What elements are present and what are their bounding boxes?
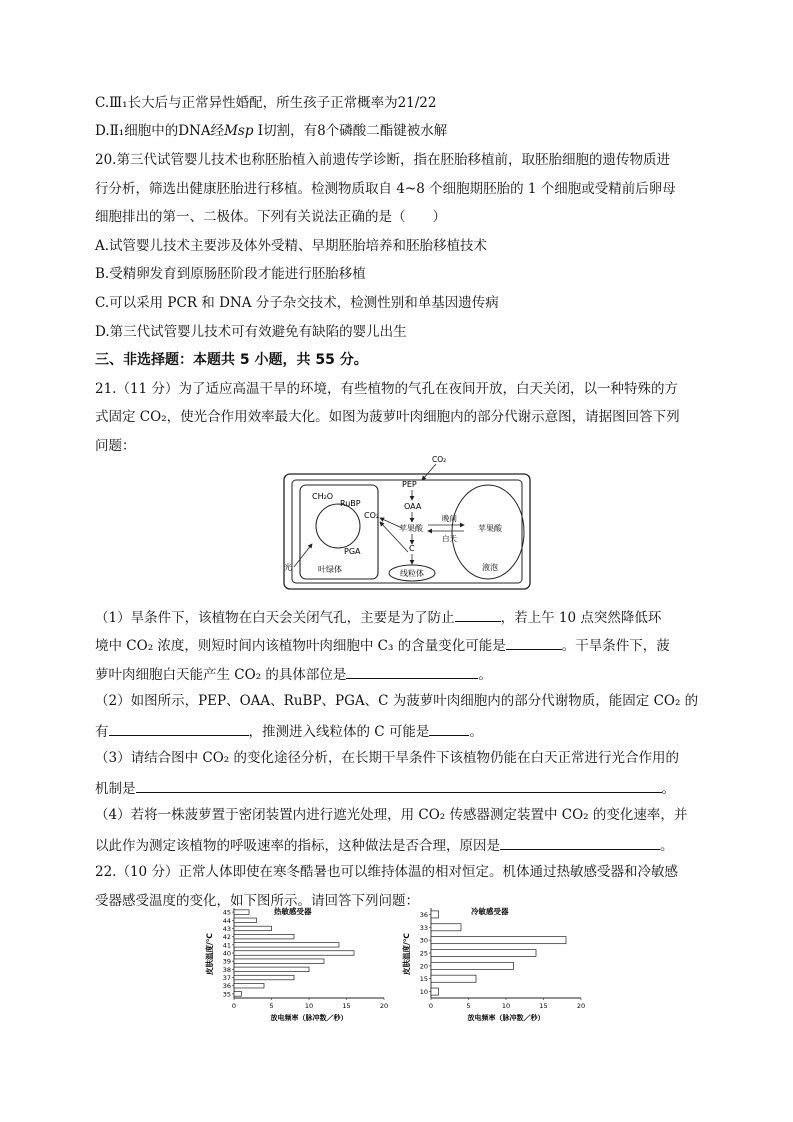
bar xyxy=(431,949,536,956)
answer-blank-3[interactable] xyxy=(346,664,478,679)
option-d-enzyme: Msp xyxy=(224,123,254,139)
q21-p2-line-2 xyxy=(95,721,715,741)
y-axis-label: 皮肤温度/℃ xyxy=(402,933,411,975)
q21-p1-text-c: 境中 CO₂ 浓度，则短时间内该植物叶肉细胞中 C₃ 的含量变化可能是 xyxy=(95,638,506,654)
bar xyxy=(234,967,309,972)
malate-cytoplasm-label: 苹果酸 xyxy=(399,524,423,533)
y-tick-label: 36 xyxy=(222,982,231,991)
q21-p2-text-c: 。 xyxy=(469,724,483,740)
vacuole-label: 液泡 xyxy=(482,563,498,572)
y-tick-label: 35 xyxy=(222,990,231,999)
x-tick-label: 15 xyxy=(342,1002,351,1010)
option-c: C.Ⅲ₁长大后与正常异性婚配，所生孩子正常概率为21/22 xyxy=(95,95,437,111)
cam-metabolism-diagram xyxy=(282,452,532,592)
option-d-prefix: D.Ⅱ₁细胞中的DNA经 xyxy=(95,123,225,139)
y-axis-label: 皮肤温度/℃ xyxy=(205,933,214,975)
q21-p3-line-2 xyxy=(95,778,715,798)
q21-p3-text-a: 机制是 xyxy=(95,781,136,797)
q20-option-d: D.第三代试管婴儿技术可有效避免有缺陷的婴儿出生 xyxy=(95,324,407,340)
mitochondrion-label: 线粒体 xyxy=(400,569,424,578)
rubp-label: RuBP xyxy=(340,499,361,508)
q20-line-2: 行分析，筛选出健康胚胎进行移植。检测物质取自 4~8 个细胞期胚胎的 1 个细胞或受精前后卵母 xyxy=(95,181,676,197)
bar xyxy=(431,962,514,969)
q21-p2-line-1: （2）如图所示，PEP、OAA、RuBP、PGA、C 为菠萝叶肉细胞内的部分代谢物质，能固定 CO₂ 的 xyxy=(95,693,699,709)
option-d-suffix: Ⅰ切割，有8个磷酸二酯键被水解 xyxy=(253,123,448,139)
answer-blank-1[interactable] xyxy=(455,607,501,622)
q20-option-a: A.试管婴儿技术主要涉及体外受精、早期胚胎培养和胚胎移植技术 xyxy=(95,238,488,254)
answer-blank-6[interactable] xyxy=(136,778,662,793)
chart-title: 冷敏感受器 xyxy=(471,907,509,916)
q21-p4-line-1: （4）若将一株菠萝置于密闭装置内进行遮光处理，用 CO₂ 传感器测定装置中 CO₂ 的变化速率，并 xyxy=(95,807,688,823)
bar xyxy=(234,951,354,956)
q21-p3-text-b: 。 xyxy=(661,781,675,797)
x-tick-label: 5 xyxy=(269,1002,274,1010)
bar xyxy=(234,959,324,964)
y-tick-label: 40 xyxy=(222,949,231,958)
chloroplast-label: 叶绿体 xyxy=(318,565,342,574)
q21-p2-text-b: ，推测进入线粒体的 C 可能是 xyxy=(248,724,430,740)
y-tick-label: 10 xyxy=(419,988,428,997)
q21-line-3: 问题： xyxy=(95,438,136,454)
y-tick-label: 42 xyxy=(222,933,231,942)
bar xyxy=(431,937,566,944)
c-label: C xyxy=(409,544,415,553)
pep-label: PEP xyxy=(402,480,417,489)
light-label: 光 xyxy=(284,563,292,572)
y-tick-label: 39 xyxy=(222,957,231,966)
ch2o-label: CH₂O xyxy=(312,492,334,501)
q21-p1-text-f: 。 xyxy=(478,667,492,683)
co2-chloroplast-label: CO₂ xyxy=(364,511,380,520)
bar xyxy=(431,911,439,918)
bar xyxy=(234,992,242,997)
y-tick-label: 36 xyxy=(419,910,428,919)
y-tick-label: 20 xyxy=(419,962,428,971)
x-tick-label: 10 xyxy=(501,1002,511,1010)
calvin-cycle xyxy=(316,504,360,548)
x-tick-label: 20 xyxy=(379,1002,389,1010)
y-tick-label: 43 xyxy=(222,924,231,933)
bar xyxy=(234,918,257,923)
x-axis-label: 放电频率（脉冲数／秒） xyxy=(270,1014,348,1022)
q22-line-2: 受器感受温度的变化，如下图所示。请回答下列问题： xyxy=(95,893,419,909)
bar xyxy=(431,988,439,995)
bar xyxy=(234,910,249,915)
x-tick-label: 10 xyxy=(304,1002,314,1010)
y-tick-label: 25 xyxy=(419,949,428,958)
q21-p3-line-1: （3）请结合图中 CO₂ 的变化途径分析，在长期干旱条件下该植物仍能在白天正常进行光合作用的 xyxy=(95,750,679,766)
q21-line-2: 式固定 CO₂，使光合作用效率最大化。如图为菠萝叶肉细胞内的部分代谢示意图，请据图回答下列 xyxy=(95,409,680,425)
q21-p4-text-a: 以此作为测定该植物的呼吸速率的指标，这种做法是否合理，原因是 xyxy=(95,838,500,854)
night-label: 晚间 xyxy=(442,514,457,523)
y-tick-label: 15 xyxy=(419,975,428,984)
q21-p2-text-a: 有 xyxy=(95,724,109,740)
x-tick-label: 0 xyxy=(428,1002,434,1010)
q21-p1-text-a: （1）旱条件下，该植物在白天会关闭气孔，主要是为了防止 xyxy=(95,610,455,626)
q21-p4-line-2 xyxy=(95,835,715,855)
q21-p1-line-2 xyxy=(95,635,715,655)
answer-blank-7[interactable] xyxy=(500,835,660,850)
answer-blank-2[interactable] xyxy=(506,635,562,650)
q20-line-1: 20.第三代试管婴儿技术也称胚胎植入前遗传学诊断，指在胚胎移植前，取胚胎细胞的遗传物质进 xyxy=(95,152,670,168)
bar xyxy=(234,983,264,988)
x-tick-label: 0 xyxy=(231,1002,237,1010)
y-tick-label: 37 xyxy=(222,974,231,983)
q21-line-1: 21.（11 分）为了适应高温干旱的环境，有些植物的气孔在夜间开放，白天关闭，以一种特殊的方 xyxy=(95,381,678,397)
q20-option-b: B.受精卵发育到原肠胚阶段才能进行胚胎移植 xyxy=(95,266,366,282)
y-tick-label: 45 xyxy=(222,908,231,917)
q20-line-3: 细胞排出的第一、二极体。下列有关说法正确的是（ ） xyxy=(95,209,446,225)
pga-label: PGA xyxy=(344,547,361,556)
bar xyxy=(431,975,476,982)
cold-receptor-chart xyxy=(393,900,589,1024)
bar xyxy=(234,975,294,980)
x-tick-label: 15 xyxy=(539,1002,548,1010)
x-tick-label: 5 xyxy=(466,1002,471,1010)
section-3-heading: 三、非选择题：本题共 5 小题，共 55 分。 xyxy=(95,352,368,368)
bar xyxy=(234,943,339,948)
chart-title: 热敏感受器 xyxy=(274,907,312,916)
bar xyxy=(234,934,294,939)
q22-line-1: 22.（10 分）正常人体即使在寒冬酷暑也可以维持体温的相对恒定。机体通过热敏感受器和冷敏感 xyxy=(95,864,678,880)
y-tick-label: 30 xyxy=(419,936,428,945)
y-tick-label: 33 xyxy=(419,923,428,932)
heat-receptor-chart xyxy=(196,900,392,1024)
bar xyxy=(431,924,461,931)
q21-p1-line-3 xyxy=(95,664,715,684)
q21-p4-text-b: 。 xyxy=(660,838,674,854)
x-axis-label: 放电频率（脉冲数／秒） xyxy=(467,1014,545,1022)
y-tick-label: 41 xyxy=(222,941,231,950)
answer-blank-4[interactable] xyxy=(109,721,249,736)
answer-blank-5[interactable] xyxy=(429,721,469,736)
option-d xyxy=(95,122,715,140)
oaa-label: OAA xyxy=(404,502,422,511)
bar xyxy=(234,926,272,931)
q21-p1-text-b: ，若上午 10 点突然降低环 xyxy=(500,610,662,626)
q21-p1-text-e: 萝叶肉细胞白天能产生 CO₂ 的具体部位是 xyxy=(95,667,347,683)
day-label: 白天 xyxy=(442,534,457,543)
co2-top-label: CO₂ xyxy=(432,455,447,464)
x-tick-label: 20 xyxy=(576,1002,586,1010)
q20-option-c: C.可以采用 PCR 和 DNA 分子杂交技术，检测性别和单基因遗传病 xyxy=(95,295,499,311)
y-tick-label: 38 xyxy=(222,965,231,974)
q21-p1-text-d: 。干旱条件下，菠 xyxy=(561,638,670,654)
y-tick-label: 44 xyxy=(222,916,231,925)
q21-p1-line-1 xyxy=(95,607,715,627)
malate-vacuole-label: 苹果酸 xyxy=(478,524,502,533)
